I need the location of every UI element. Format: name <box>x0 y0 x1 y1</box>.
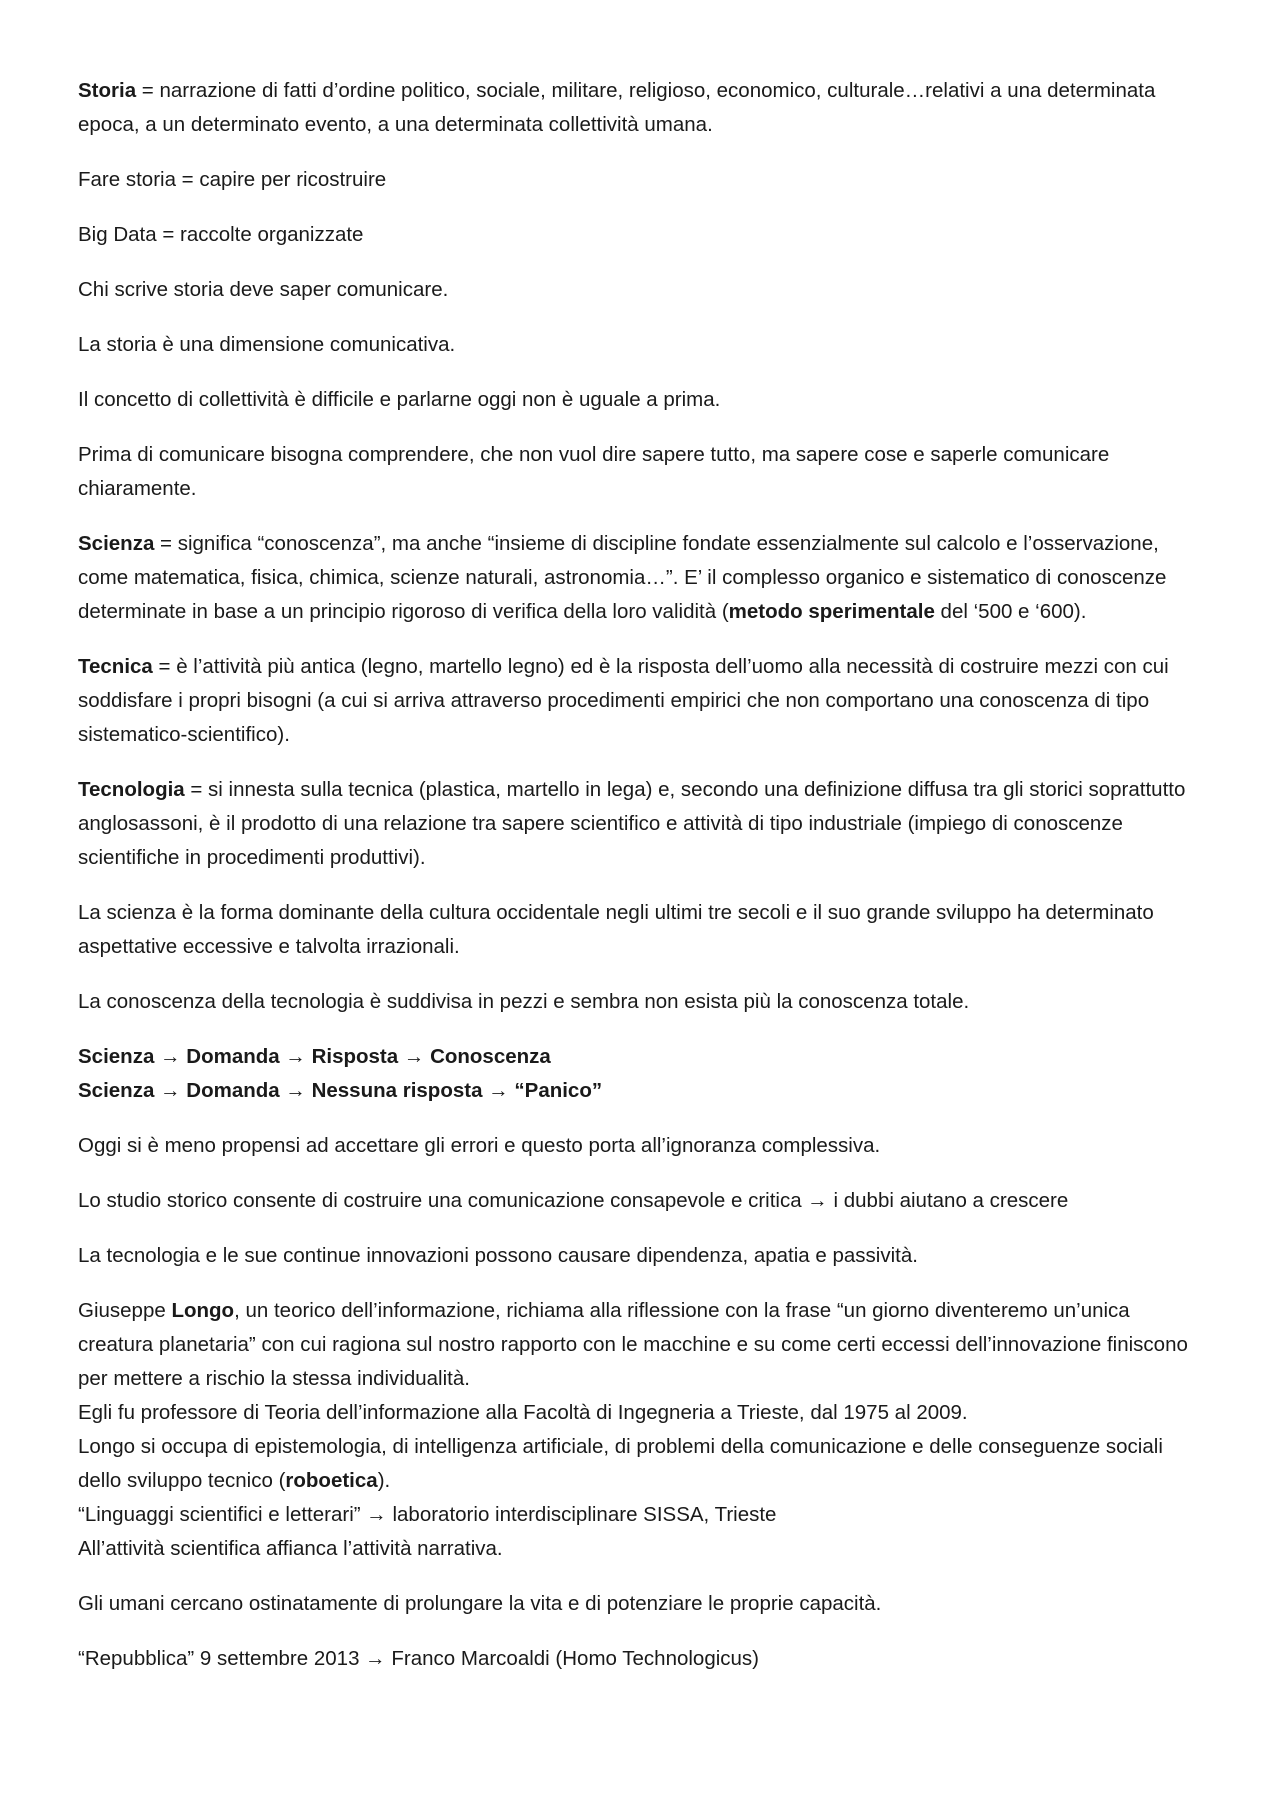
big-data-line: Big Data = raccolte organizzate <box>78 223 364 246</box>
arrow-right-icon: → <box>403 1045 425 1068</box>
repubblica-text-a: “Repubblica” 9 settembre 2013 <box>78 1647 366 1670</box>
chain1-step-4: Conoscenza <box>430 1045 551 1068</box>
chain-conoscenza <box>78 1040 1208 1074</box>
arrow-right-icon: → <box>285 1045 306 1068</box>
metodo-sperimentale: metodo sperimentale <box>728 600 935 623</box>
arrow-right-icon: → <box>285 1079 306 1102</box>
arrow-right-icon: → <box>488 1079 509 1102</box>
chain2-step-2: Domanda <box>186 1079 280 1102</box>
tecnologia-text: = si innesta sulla tecnica (plastica, martello in lega) e, secondo una definizione diffusa tra gli storici soprattutto anglosassoni, è il prodotto di una relazione tra sapere scientifico e attività di tipo industriale (impiego di conoscenze scientifiche in procedimenti produttivi). <box>78 778 1186 869</box>
arrow-right-icon: → <box>365 1647 386 1670</box>
comprendere-paragraph: Prima di comunicare bisogna comprendere, che non vuol dire sapere tutto, ma sapere cose e saperle comunicare chiaramente. <box>78 443 1110 500</box>
repubblica-text-b: Franco Marcoaldi (Homo Technologicus) <box>385 1647 760 1670</box>
tecnica-definition <box>78 650 1208 752</box>
arrow-right-icon: → <box>807 1189 828 1212</box>
longo-section <box>78 1294 1208 1566</box>
collettivita-line: Il concetto di collettività è difficile e parlarne oggi non è uguale a prima. <box>78 388 721 411</box>
term-tecnica: Tecnica <box>78 655 153 678</box>
storia-definition <box>78 74 1208 142</box>
scienza-text: = significa “conoscenza”, ma anche “insieme di discipline fondate essenzialmente sul calcolo e l’osservazione, come matematica, fisica, chimica, scienze naturali, astronomia…”. E’ il complesso organico e sistematico di conoscenze determinate in base a un principio rigoroso di verifica della loro validità ( <box>78 532 1167 623</box>
longo-professor: Egli fu professore di Teoria dell’informazione alla Facoltà di Ingegneria a Trieste, dal 1975 al 2009. <box>78 1401 968 1424</box>
document-page <box>78 74 1208 1697</box>
dipendenza-paragraph: La tecnologia e le sue continue innovazioni possono causare dipendenza, apatia e passività. <box>78 1244 918 1267</box>
cultura-paragraph: La scienza è la forma dominante della cultura occidentale negli ultimi tre secoli e il suo grande sviluppo ha determinato aspettative eccessive e talvolta irrazionali. <box>78 901 1154 958</box>
studio-text-a: Lo studio storico consente di costruire una comunicazione consapevole e critica <box>78 1189 808 1212</box>
chain2-step-1: Scienza <box>78 1079 155 1102</box>
arrow-right-icon: → <box>366 1503 387 1526</box>
chain-panico <box>78 1074 1208 1108</box>
dimensione-line: La storia è una dimensione comunicativa. <box>78 333 456 356</box>
scienza-tail: del ‘500 e ‘600). <box>934 600 1087 623</box>
longo-epi-a: Longo si occupa di epistemologia, di intelligenza artificiale, di problemi della comunicazione e delle conseguenze sociali dello sviluppo tecnico ( <box>78 1435 1163 1492</box>
term-tecnologia: Tecnologia <box>78 778 185 801</box>
chain1-step-1: Scienza <box>78 1045 155 1068</box>
term-storia: Storia <box>78 79 137 102</box>
longo-intro <box>78 1294 1208 1396</box>
tecnica-text: = è l’attività più antica (legno, martello legno) ed è la risposta dell’uomo alla necessità di costruire mezzi con cui soddisfare i propri bisogni (a cui si arriva attraverso procedimenti empirici che non comportano una conoscenza di tipo sistematico-scientifico). <box>78 655 1169 746</box>
chain1-step-2: Domanda <box>186 1045 280 1068</box>
storia-text: = narrazione di fatti d’ordine politico, sociale, militare, religioso, economico, culturale…relativi a una determinata epoca, a un determinato evento, a una determinata collettività umana. <box>78 79 1156 136</box>
chain1-step-3: Risposta <box>311 1045 399 1068</box>
term-scienza: Scienza <box>78 532 155 555</box>
chain2-step-4: “Panico” <box>514 1079 603 1102</box>
arrow-right-icon: → <box>160 1045 181 1068</box>
chi-scrive-line: Chi scrive storia deve saper comunicare. <box>78 278 449 301</box>
longo-ling-b: laboratorio interdisciplinare SISSA, Trieste <box>386 1503 777 1526</box>
longo-name: Longo <box>171 1299 235 1322</box>
longo-text-b: , un teorico dell’informazione, richiama alla riflessione con la frase “un giorno diventeremo un’unica creatura planetaria” con cui ragiona sul nostro rapporto con le macchine e su come certi eccessi dell’innovazione finiscono per mettere a rischio la stessa individualità. <box>78 1299 1188 1390</box>
pezzi-paragraph: La conoscenza della tecnologia è suddivisa in pezzi e sembra non esista più la conoscenza totale. <box>78 990 970 1013</box>
fare-storia-line: Fare storia = capire per ricostruire <box>78 168 387 191</box>
umani-paragraph: Gli umani cercano ostinatamente di prolungare la vita e di potenziare le proprie capacità. <box>78 1592 882 1615</box>
chain2-step-3: Nessuna risposta <box>311 1079 483 1102</box>
longo-ling-a: “Linguaggi scientifici e letterari” <box>78 1503 367 1526</box>
arrow-right-icon: → <box>160 1079 181 1102</box>
tecnologia-definition <box>78 773 1208 875</box>
longo-text-a: Giuseppe <box>78 1299 172 1322</box>
longo-epistemology <box>78 1430 1208 1498</box>
longo-linguaggi <box>78 1498 1208 1532</box>
studio-paragraph <box>78 1184 1208 1218</box>
roboetica: roboetica <box>285 1469 378 1492</box>
longo-epi-b: ). <box>377 1469 391 1492</box>
repubblica-reference <box>78 1642 1208 1676</box>
scienza-chains <box>78 1040 1208 1108</box>
scienza-definition <box>78 527 1208 629</box>
errori-paragraph: Oggi si è meno propensi ad accettare gli errori e questo porta all’ignoranza complessiva. <box>78 1134 881 1157</box>
studio-text-b: i dubbi aiutano a crescere <box>827 1189 1069 1212</box>
longo-narrativa: All’attività scientifica affianca l’attività narrativa. <box>78 1537 503 1560</box>
